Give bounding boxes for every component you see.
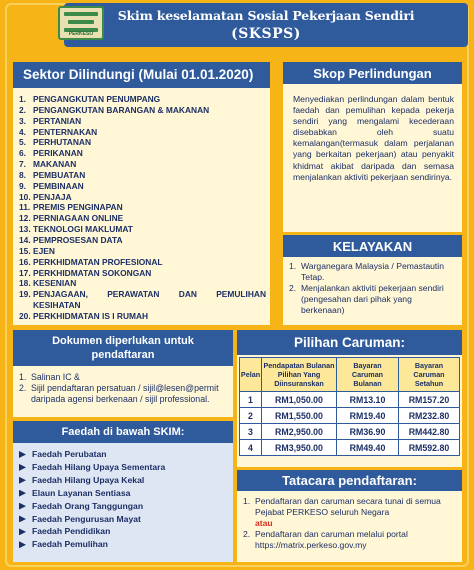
column-header: Pelan [240,358,262,392]
table-row [240,424,460,440]
table-cell: RM232.80 [399,408,460,424]
pilihan-panel [237,330,462,467]
arrow-bullet-icon [19,477,26,484]
tatacara-panel [237,470,462,562]
column-header: Pendapatan Bulanan Pilihan Yang Diinsuranskan [262,358,337,392]
tatacara-item: 2. Pendaftaran dan caruman melalui portal https://matrix.perkeso.gov.my [243,529,408,550]
kelayakan-panel [283,235,462,325]
faedah-heading: Faedah di bawah SKIM: [13,421,233,443]
skop-heading: Skop Perlindungan [283,62,462,84]
sektor-item: 20. PERKHIDMATAN IS I RUMAH [19,310,149,321]
pelan-cell: 2 [240,408,262,424]
faedah-item: Faedah Pemulihan [19,538,227,551]
column-header: Bayaran Caruman Bulanan [337,358,399,392]
sektor-item: 12. PERNIAGAAN ONLINE [19,213,124,224]
table-cell: RM3,950.00 [262,440,337,456]
faedah-panel [13,421,233,562]
faedah-list [13,443,233,551]
skop-text: Menyediakan perlindungan dalam bentuk faedah dan pemulihan kepada pekerja sendiri yang mengalami kecederaan disebabkan oleh suatu kemalangan(termasuk dalam perjalanan yang berkaitan pekerjaan) atau penyakit khidmat akibat daripada dan semasa menjalankan aktiviti pekerjaan sendirinya. [293,94,454,182]
table-cell: RM157.20 [399,392,460,408]
sektor-item: 13. TEKNOLOGI MAKLUMAT [19,224,133,235]
pilihan-heading: Pilihan Caruman: [237,330,462,355]
dokumen-item: 1. Salinan IC & [19,372,80,382]
arrow-bullet-icon [19,515,26,522]
atau-label: atau [255,518,273,528]
faedah-item: Faedah Hilang Upaya Kekal [19,474,227,487]
sektor-item: 10. PENJAJA [19,191,72,202]
table-cell: RM1,050.00 [262,392,337,408]
arrow-bullet-icon [19,464,26,471]
dokumen-panel [13,330,233,417]
sektor-item: 2. PENGANGKUTAN BARANGAN & MAKANAN [19,104,210,115]
faedah-item: Faedah Hilang Upaya Sementara [19,461,227,474]
table-cell: RM1,550.00 [262,408,337,424]
skop-panel [283,62,462,232]
sektor-item: 14. PEMPROSESAN DATA [19,234,123,245]
table-cell: RM19.40 [337,408,399,424]
header-title: Skim keselamatan Sosial Pekerjaan Sendiri [117,8,415,23]
kelayakan-item: 2. Menjalankan aktiviti pekerjaan sendiri (pengesahan dari pihak yang berkenaan) [289,283,444,316]
sektor-item: 6. PERIKANAN [19,148,83,159]
faedah-item: Elaun Layanan Sentiasa [19,487,227,500]
pelan-cell: 1 [240,392,262,408]
dokumen-heading: Dokumen diperlukan untuk pendaftaran [13,330,233,366]
table-cell: RM36.90 [337,424,399,440]
faedah-item: Faedah Perubatan [19,448,227,461]
faedah-item: Faedah Pengurusan Mayat [19,513,227,526]
sektor-item: 8. PEMBUATAN [19,169,86,180]
faedah-item: Faedah Orang Tanggungan [19,500,227,513]
table-cell: RM2,950.00 [262,424,337,440]
sektor-item: 11. PREMIS PENGINAPAN [19,202,123,213]
table-cell: RM49.40 [337,440,399,456]
perkeso-logo [58,6,104,40]
kelayakan-heading: KELAYAKAN [283,235,462,257]
pelan-cell: 3 [240,424,262,440]
table-cell: RM592.80 [399,440,460,456]
sektor-item: 4. PENTERNAKAN [19,126,98,137]
logo-text: PERKESO [68,31,94,37]
sektor-item: 9. PEMBINAAN [19,180,84,191]
sektor-item: 19. PENJAGAAN, PERAWATAN DAN PEMULIHAN KESIHATAN [19,289,266,311]
arrow-bullet-icon [19,528,26,535]
caruman-table [239,357,460,456]
sektor-item: 18. KESENIAN [19,278,77,289]
sektor-item: 1. PENGANGKUTAN PENUMPANG [19,94,161,104]
table-row [240,408,460,424]
table-cell: RM13.10 [337,392,399,408]
sektor-item: 5. PERHUTANAN [19,137,92,148]
tatacara-item: 1. Pendaftaran dan caruman secara tunai di semua Pejabat PERKESO seluruh Negara [243,496,441,517]
sektor-item: 7. MAKANAN [19,159,77,170]
table-row [240,392,460,408]
pelan-cell: 4 [240,440,262,456]
tatacara-heading: Tatacara pendaftaran: [237,470,462,491]
sektor-list [19,94,266,322]
arrow-bullet-icon [19,490,26,497]
sektor-item: 3. PERTANIAN [19,115,82,126]
arrow-bullet-icon [19,541,26,548]
header-subtitle: (SKSPS) [231,26,301,42]
kelayakan-item: 1. Warganegara Malaysia / Pemastautin Tetap. [289,261,444,283]
column-header: Bayaran Caruman Setahun [399,358,460,392]
table-row [240,440,460,456]
sektor-item: 15. EJEN [19,245,55,256]
table-cell: RM442.80 [399,424,460,440]
arrow-bullet-icon [19,503,26,510]
sektor-item: 16. PERKHIDMATAN PROFESIONAL [19,256,163,267]
arrow-bullet-icon [19,451,26,458]
sektor-item: 17. PERKHIDMATAN SOKONGAN [19,267,152,278]
sektor-heading: Sektor Dilindungi (Mulai 01.01.2020) [13,62,270,88]
header-banner [64,3,468,47]
sektor-panel [13,62,270,325]
faedah-item: Faedah Pendidikan [19,525,227,538]
dokumen-item: 2. Sijil pendaftaran persatuan / sijil@lesen@permit daripada agensi berkenaan / sijil professional. [19,383,219,405]
